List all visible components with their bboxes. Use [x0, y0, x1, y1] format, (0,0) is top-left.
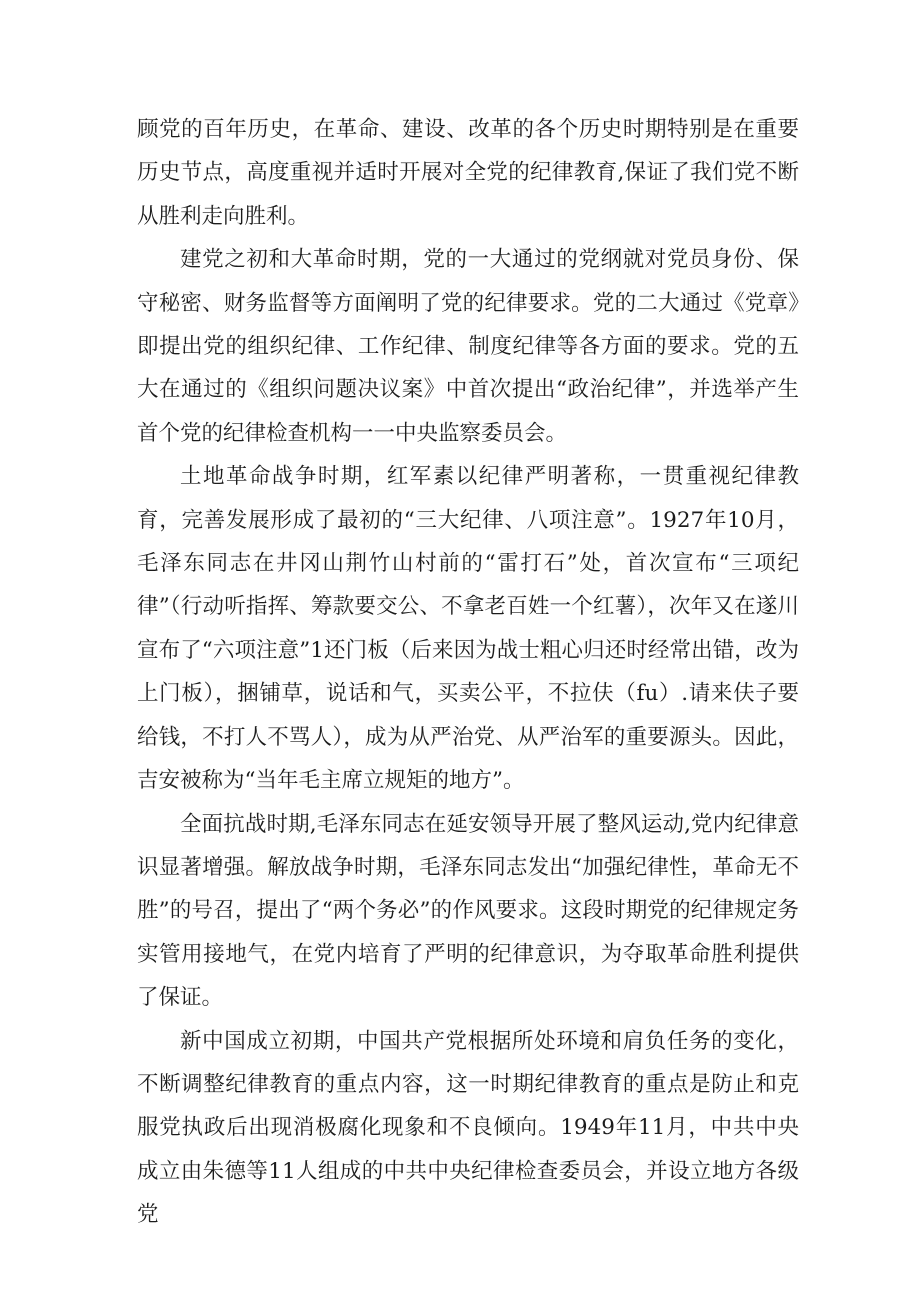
- paragraph-anti-japanese-war: 全面抗战时期,毛泽东同志在延安领导开展了整风运动,党内纪律意识显著增强。解放战争时期，毛泽东同志发出“加强纪律性，革命无不胜”的号召，提出了“两个务必”的作风要求。这段时期党的纪律规定务实管用接地气，在党内培育了严明的纪律意识，为夺取革命胜利提供了保证。: [137, 811, 799, 1011]
- document-body: [137, 108, 799, 1237]
- paragraph-agrarian-revolution: 土地革命战争时期，红军素以纪律严明著称，一贯重视纪律教育，完善发展形成了最初的“三大纪律、八项注意”。1927年10月，毛泽东同志在井冈山荆竹山村前的“雷打石”处，首次宣布“三项纪律”（行动听指挥、筹款要交公、不拿老百姓一个红薯），次年又在遂川宣布了“六项注意”1还门板（后来因为战士粗心归还时经常出错，改为上门板），捆铺草，说话和气，买卖公平，不拉伕（fu）.请来伕子要给钱，不打人不骂人），成为从严治党、从严治军的重要源头。因此，吉安被称为“当年毛主席立规矩的地方”。: [137, 464, 799, 794]
- paragraph-new-china: 新中国成立初期，中国共产党根据所处环境和肩负任务的变化，不断调整纪律教育的重点内容，这一时期纪律教育的重点是防止和克服党执政后出现消极腐化现象和不良倾向。1949年11月，中共中央成立由朱德等11人组成的中共中央纪律检查委员会，并设立地方各级党: [137, 1028, 799, 1228]
- paragraph-continued: 顾党的百年历史，在革命、建设、改革的各个历史时期特别是在重要历史节点，高度重视并适时开展对全党的纪律教育,保证了我们党不断从胜利走向胜利。: [137, 117, 799, 229]
- paragraph-founding-period: 建党之初和大革命时期，党的一大通过的党纲就对党员身份、保守秘密、财务监督等方面阐明了党的纪律要求。党的二大通过《党章》即提出党的组织纪律、工作纪律、制度纪律等各方面的要求。党的五大在通过的《组织问题决议案》中首次提出“政治纪律”，并选举产生首个党的纪律检查机构一一中央监察委员会。: [137, 247, 799, 446]
